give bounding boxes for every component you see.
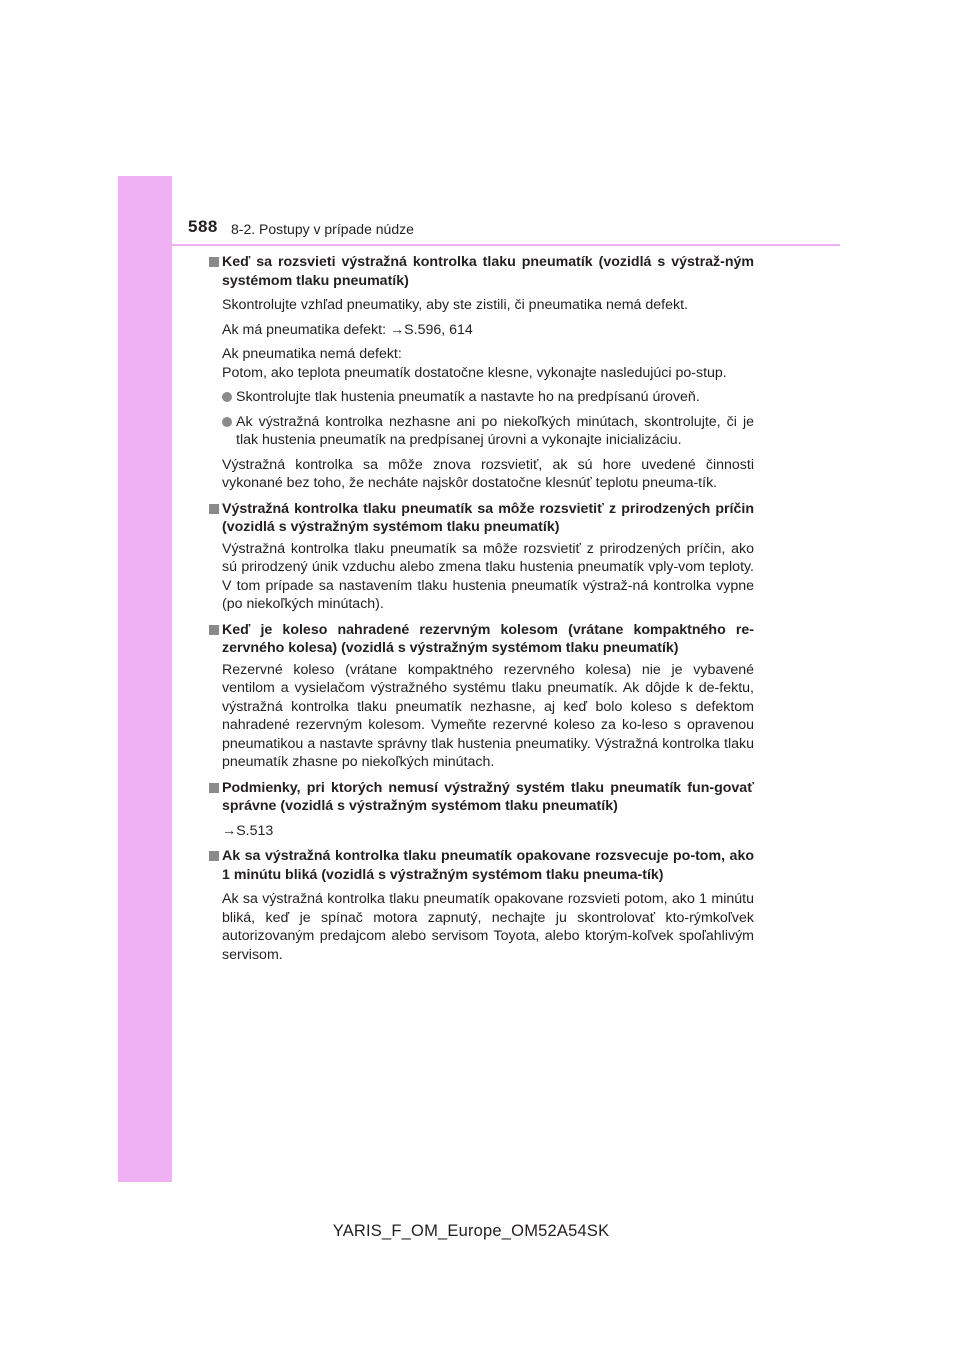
round-bullet-icon xyxy=(222,392,232,402)
footer-code: YARIS_F_OM_Europe_OM52A54SK xyxy=(332,1222,610,1240)
square-bullet-icon xyxy=(209,783,219,793)
heading-text: Ak sa výstražná kontrolka tlaku pneumatík opakovane rozsvecuje po-tom, ako 1 minútu bliká (vozidlá s výstražným systémom tlaku pneuma-tík) xyxy=(222,848,754,883)
document-code-footer xyxy=(0,1222,960,1241)
round-bullet-icon xyxy=(222,417,232,427)
heading-text: Keď je koleso nahradené rezervným kolesom (vrátane kompaktného re-zervného kolesa) (vozidlá s výstražným systémom tlaku pneumatík) xyxy=(222,621,754,656)
heading-text: Podmienky, pri ktorých nemusí výstražný systém tlaku pneumatík fun-govať správne (vozidlá s výstražným systémom tlaku pneumatík) xyxy=(222,779,754,814)
header-rule xyxy=(172,244,840,246)
heading-text: Keď sa rozsvieti výstražná kontrolka tlaku pneumatík (vozidlá s výstraž-ným systémom tlaku pneumatík) xyxy=(222,254,754,289)
square-bullet-icon xyxy=(209,257,219,267)
paragraph: Ak má pneumatika defekt: →S.596, 614 xyxy=(222,321,473,338)
paragraph: Výstražná kontrolka sa môže znova rozsvietiť, ak sú hore uvedené činnosti vykonané bez toho, že necháte najskôr dostatočne klesnúť teplotu pneuma-tík. xyxy=(222,456,754,491)
square-bullet-icon xyxy=(209,851,219,861)
heading-text: Výstražná kontrolka tlaku pneumatík sa môže rozsvietiť z prirodzených príčin (vozidlá s výstražným systémom tlaku pneumatík) xyxy=(222,500,754,535)
square-bullet-icon xyxy=(209,504,219,514)
page-reference: →S.513 xyxy=(222,822,274,839)
paragraph: Výstražná kontrolka tlaku pneumatík sa môže rozsvietiť z prirodzených príčin, ako sú prirodzený únik vzduchu alebo zmena tlaku hustenia pneumatík vply-vom teploty. V tom prípade sa nastavením tlaku hustenia pneumatík výstraž-ná kontrolka vypne (po niekoľkých minútach). xyxy=(222,540,754,612)
section-heading xyxy=(209,253,754,290)
side-color-band xyxy=(118,176,172,1182)
paragraph-line: Ak pneumatika nemá defekt: xyxy=(222,346,402,362)
section-title: 8-2. Postupy v prípade núdze xyxy=(231,221,414,237)
section-heading xyxy=(209,779,754,816)
list-item xyxy=(209,388,754,407)
section-heading xyxy=(209,621,754,658)
page-number: 588 xyxy=(188,217,218,236)
paragraph: Skontrolujte vzhľad pneumatiky, aby ste zistili, či pneumatika nemá defekt. xyxy=(222,297,688,313)
page-content xyxy=(209,253,754,964)
paragraph xyxy=(209,345,754,382)
list-item-text: Skontrolujte tlak hustenia pneumatík a nastavte ho na predpísanú úroveň. xyxy=(236,389,700,405)
section-heading xyxy=(209,847,754,884)
list-item-text: Ak výstražná kontrolka nezhasne ani po niekoľkých minútach, skontrolujte, či je tlak hustenia pneumatík na predpísanej úrovni a vykonajte inicializáciu. xyxy=(236,413,754,448)
paragraph: Rezervné koleso (vrátane kompaktného rezervného kolesa) nie je vybavené ventilom a vysielačom výstražného systému tlaku pneumatík. Ak dôjde k de-fektu, výstražná kontrolka tlaku pneumatík nezhasne, aj keď bolo koleso s defektom nahradené rezervným kolesom. Vymeňte rezervné koleso za ko-leso s opravenou pneumatikou a nastavte správny tlak hustenia pneumatiky. Výstražná kontrolka tlaku pneumatík zhasne po niekoľkých minútach. xyxy=(222,661,754,770)
list-item xyxy=(209,413,754,450)
paragraph: Ak sa výstražná kontrolka tlaku pneumatík opakovane rozsvieti potom, ako 1 minútu bliká, keď je spínač motora zapnutý, nechajte ju skontrolovať kto-rýmkoľvek autorizovaným predajcom alebo servisom Toyota, alebo ktorým-koľvek spoľahlivým servisom. xyxy=(222,891,754,963)
section-heading xyxy=(209,500,754,537)
paragraph-line: Potom, ako teplota pneumatík dostatočne klesne, vykonajte nasledujúci po-stup. xyxy=(222,364,727,381)
square-bullet-icon xyxy=(209,625,219,635)
